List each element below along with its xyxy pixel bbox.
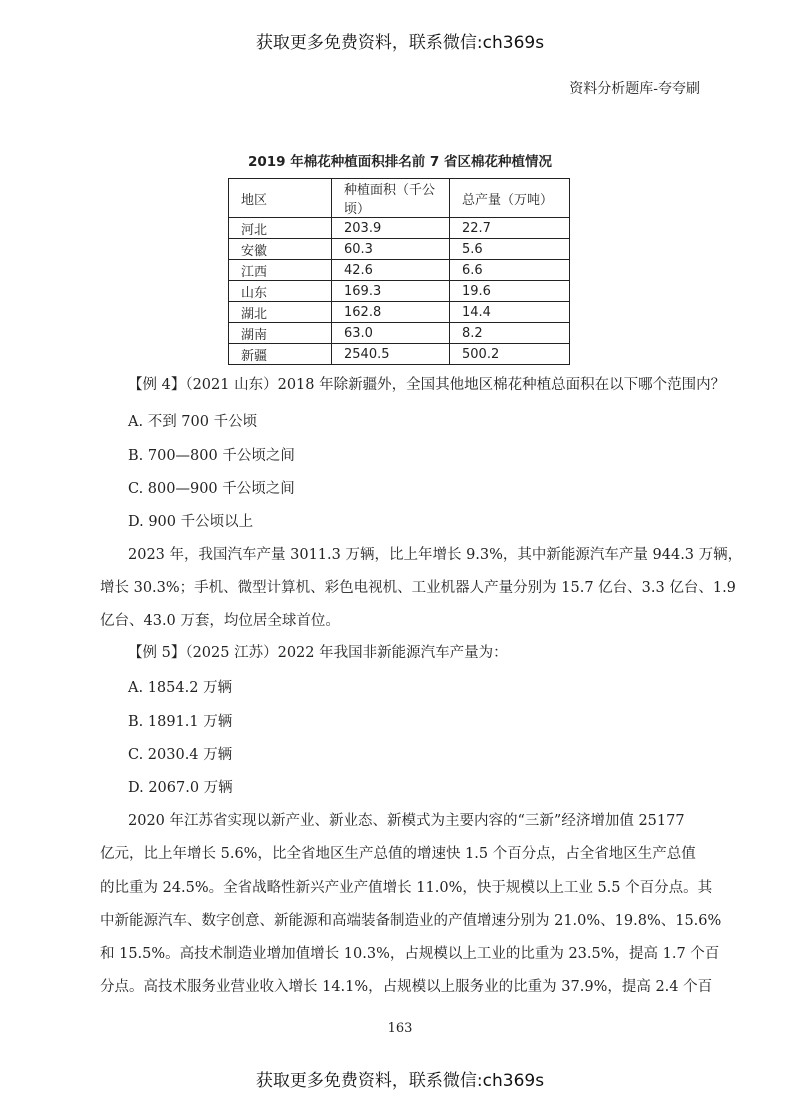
column-header: 总产量（万吨） bbox=[450, 179, 570, 218]
table-cell: 山东 bbox=[229, 281, 332, 302]
table-cell: 60.3 bbox=[332, 239, 450, 260]
passage-3-line: 和 15.5%。高技术制造业增加值增长 10.3%，占规模以上工业的比重为 23.5%，提高 1.7 个百 bbox=[100, 946, 720, 962]
table-cell: 500.2 bbox=[450, 344, 570, 365]
table-header-row bbox=[229, 179, 570, 218]
table-cell: 5.6 bbox=[450, 239, 570, 260]
question-4-option-b: B. 700—800 千公顷之间 bbox=[128, 448, 295, 464]
passage-3-line: 分点。高技术服务业营业收入增长 14.1%，占规模以上服务业的比重为 37.9%，提高 2.4 个百 bbox=[100, 979, 713, 995]
question-5-option-c: C. 2030.4 万辆 bbox=[128, 747, 233, 763]
table-cell: 19.6 bbox=[450, 281, 570, 302]
passage-3-line: 的比重为 24.5%。全省战略性新兴产业产值增长 11.0%，快于规模以上工业 5.5 个百分点。其 bbox=[100, 880, 713, 896]
question-4-option-a: A. 不到 700 千公顷 bbox=[128, 414, 258, 430]
passage-3-line: 2020 年江苏省实现以新产业、新业态、新模式为主要内容的“三新”经济增加值 25177 bbox=[128, 813, 685, 829]
column-header: 种植面积（千公顷） bbox=[332, 179, 450, 218]
table-row bbox=[229, 344, 570, 365]
question-5-option-b: B. 1891.1 万辆 bbox=[128, 714, 233, 730]
page-number: 163 bbox=[387, 1021, 413, 1036]
table-cell: 河北 bbox=[229, 218, 332, 239]
table-cell: 新疆 bbox=[229, 344, 332, 365]
table-cell: 湖北 bbox=[229, 302, 332, 323]
table-cell: 203.9 bbox=[332, 218, 450, 239]
question-5-option-a: A. 1854.2 万辆 bbox=[128, 680, 233, 696]
table-cell: 6.6 bbox=[450, 260, 570, 281]
table-cell: 江西 bbox=[229, 260, 332, 281]
question-5-stem: 【例 5】（2025 江苏）2022 年我国非新能源汽车产量为： bbox=[128, 645, 508, 661]
column-header: 地区 bbox=[229, 179, 332, 218]
table-row bbox=[229, 281, 570, 302]
table-cell: 2540.5 bbox=[332, 344, 450, 365]
table-row bbox=[229, 218, 570, 239]
table-cell: 安徽 bbox=[229, 239, 332, 260]
passage-3-line: 亿元，比上年增长 5.6%，比全省地区生产总值的增速快 1.5 个百分点，占全省地区生产总值 bbox=[100, 846, 696, 862]
question-4-stem: 【例 4】（2021 山东）2018 年除新疆外，全国其他地区棉花种植总面积在以下哪个范围内？ bbox=[128, 377, 726, 393]
watermark-bottom: 获取更多免费资料，联系微信:ch369s bbox=[255, 1071, 545, 1091]
table-row bbox=[229, 260, 570, 281]
question-5-option-d: D. 2067.0 万辆 bbox=[128, 780, 233, 796]
table-cell: 22.7 bbox=[450, 218, 570, 239]
table-cell: 63.0 bbox=[332, 323, 450, 344]
table-row bbox=[229, 302, 570, 323]
cotton-table bbox=[228, 178, 570, 365]
passage-2-line: 亿台、43.0 万套，均位居全球首位。 bbox=[100, 613, 340, 629]
table-cell: 42.6 bbox=[332, 260, 450, 281]
question-4-option-d: D. 900 千公顷以上 bbox=[128, 514, 254, 530]
header-title: 资料分析题库-夸夸刷 bbox=[569, 81, 700, 97]
table-title: 2019 年棉花种植面积排名前 7 省区棉花种植情况 bbox=[247, 154, 553, 170]
passage-3-line: 中新能源汽车、数字创意、新能源和高端装备制造业的产值增速分别为 21.0%、19.8%、15.6% bbox=[100, 913, 722, 929]
table-cell: 162.8 bbox=[332, 302, 450, 323]
table-row bbox=[229, 239, 570, 260]
table-cell: 8.2 bbox=[450, 323, 570, 344]
table-cell: 湖南 bbox=[229, 323, 332, 344]
table-cell: 14.4 bbox=[450, 302, 570, 323]
table-row bbox=[229, 323, 570, 344]
question-4-option-c: C. 800—900 千公顷之间 bbox=[128, 481, 295, 497]
passage-2-line: 2023 年，我国汽车产量 3011.3 万辆，比上年增长 9.3%，其中新能源汽车产量 944.3 万辆， bbox=[128, 547, 743, 563]
table-cell: 169.3 bbox=[332, 281, 450, 302]
passage-2-line: 增长 30.3%；手机、微型计算机、彩色电视机、工业机器人产量分别为 15.7 亿台、3.3 亿台、1.9 bbox=[100, 580, 736, 596]
watermark-top: 获取更多免费资料，联系微信:ch369s bbox=[255, 33, 545, 53]
